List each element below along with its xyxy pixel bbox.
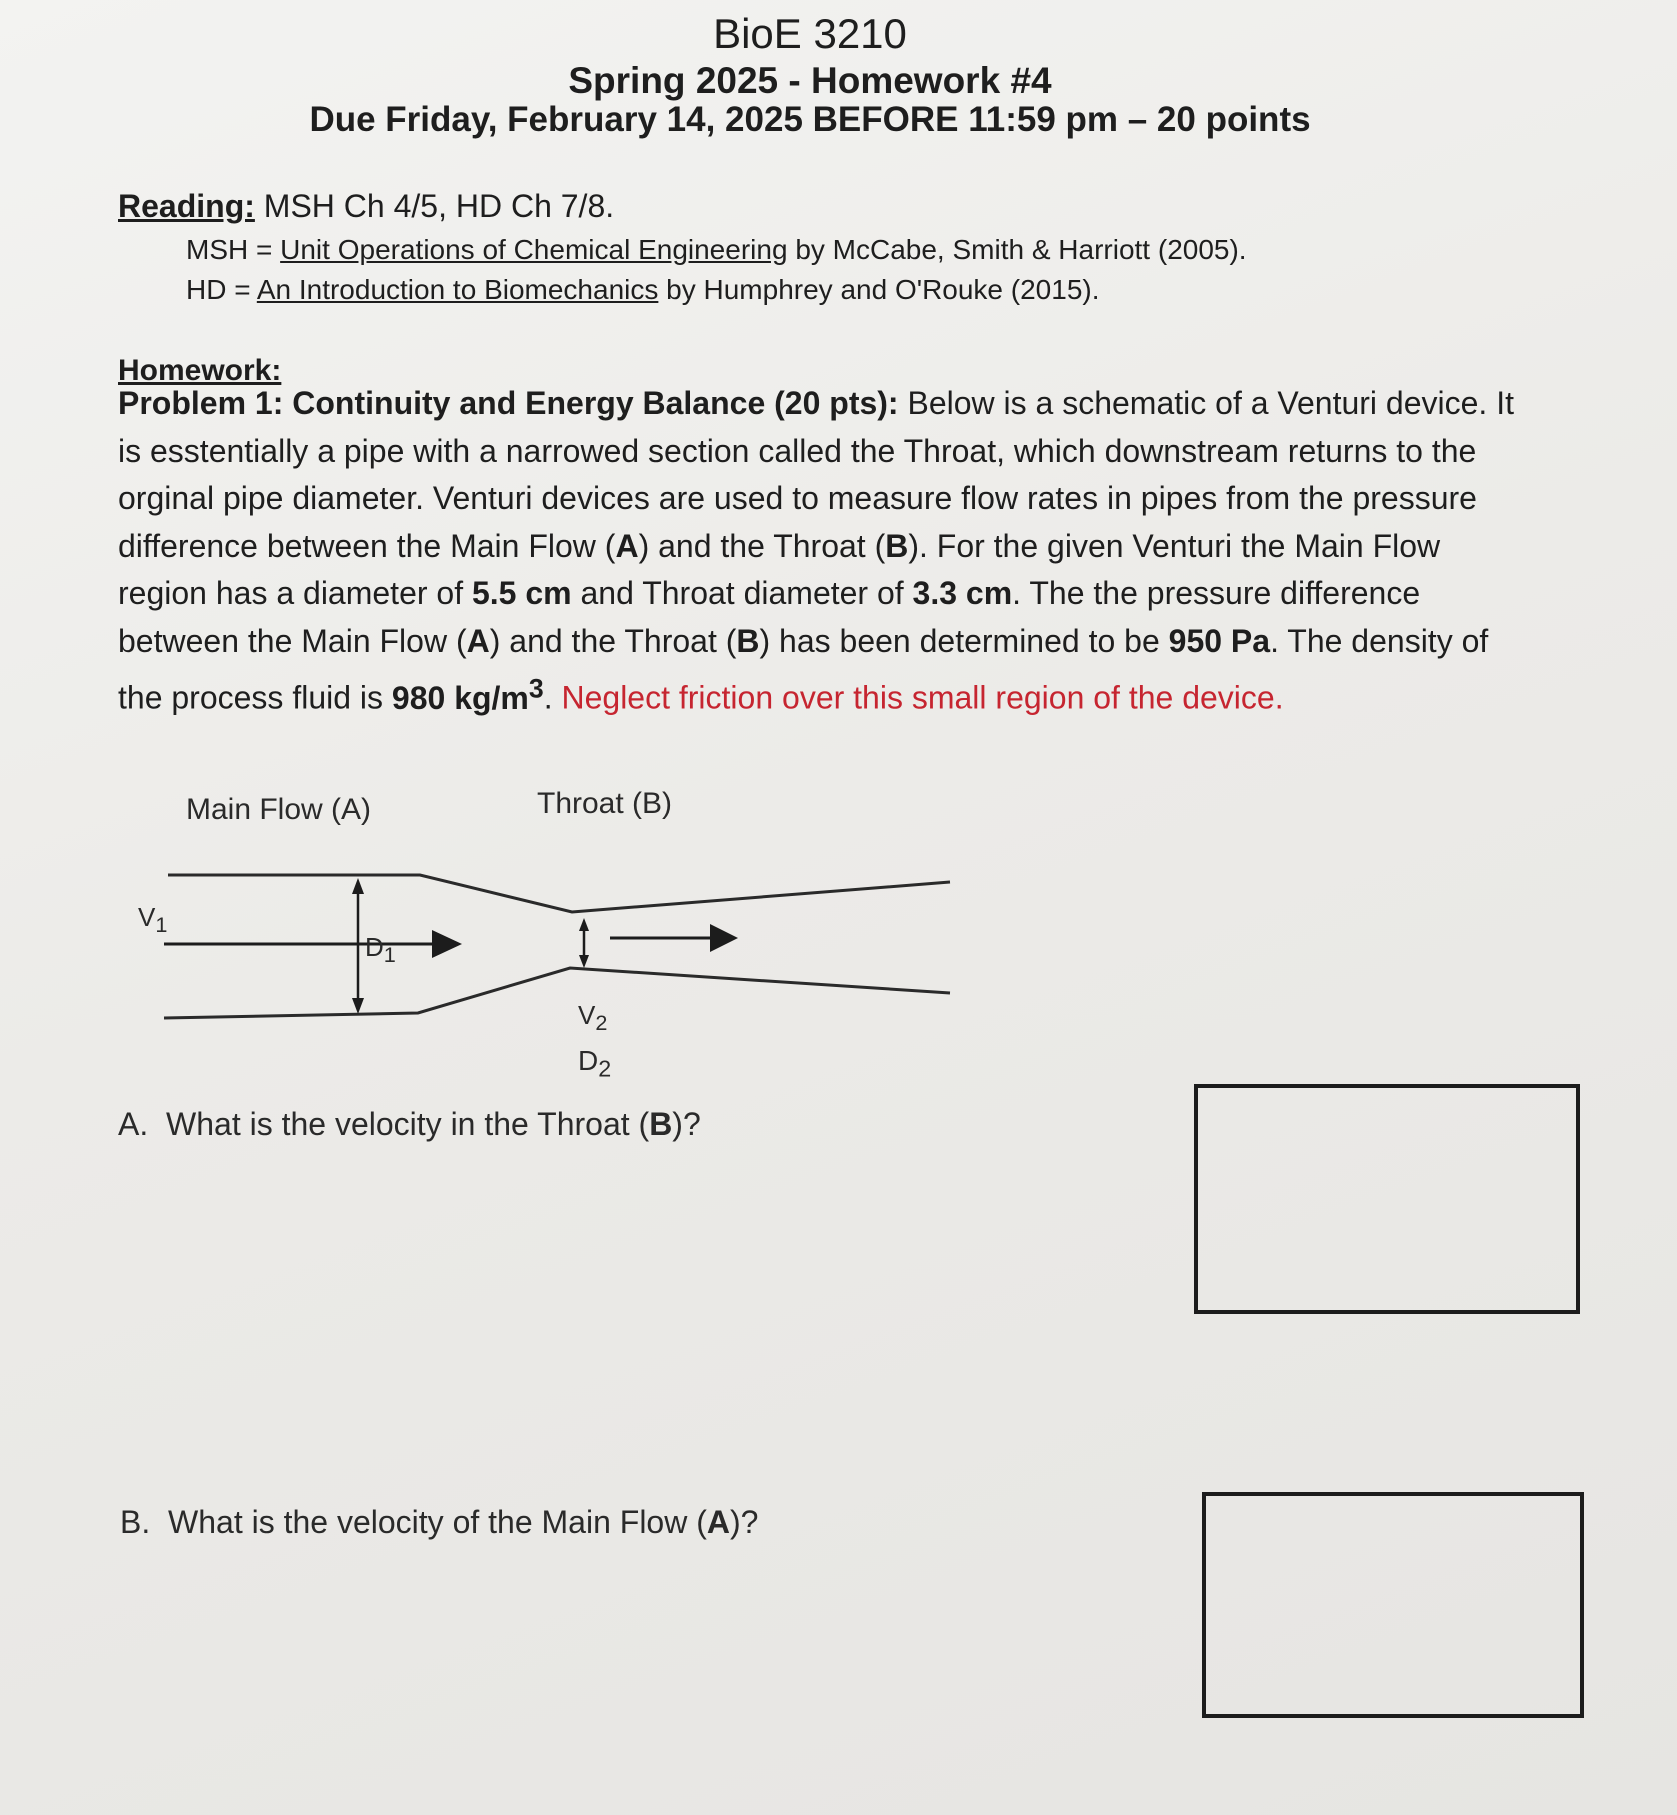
term-title: Spring 2025 - Homework #4: [568, 60, 1052, 101]
inlet-flow-arrow: [164, 930, 462, 958]
d1-subscript: 1: [383, 942, 396, 968]
answer-box-b[interactable]: [1202, 1492, 1584, 1718]
v1-symbol: V: [138, 902, 156, 932]
text-run: . The density of the process fluid is: [118, 622, 1489, 716]
due-date: Due Friday, February 14, 2025 BEFORE 11:59 pm – 20 points: [309, 100, 1311, 139]
question-a: [118, 1106, 701, 1143]
question-text: What is the velocity of the Main Flow (: [168, 1504, 707, 1540]
question-letter: A.: [118, 1106, 149, 1142]
problem-1-text: [118, 380, 1518, 722]
reference-abbr: MSH =: [186, 234, 273, 265]
homework-label: Homework:: [118, 354, 282, 387]
reading-text: MSH Ch 4/5, HD Ch 7/8.: [263, 188, 615, 224]
question-text-end: )?: [672, 1106, 701, 1142]
pressure-difference-value: 950 Pa: [1168, 622, 1271, 659]
question-bold: B: [649, 1106, 673, 1142]
question-letter: B.: [120, 1504, 151, 1540]
throat-label: Throat (B): [537, 787, 673, 820]
throat-diameter-arrow: [579, 918, 589, 968]
text-run: ). For the given Venturi the Main Flow region has a diameter of: [118, 527, 1441, 611]
density-exponent: 3: [528, 673, 544, 703]
bold-b: B: [885, 527, 909, 564]
d1-label: [365, 932, 396, 968]
text-run: Below is a schematic of a Venturi device. It is esstentially a pipe with a narrowed section called the Throat, which downstream returns to the orginal pipe diameter. Venturi devices are used to measure flow rates in pipes from the pressure difference between the Main Flow (: [118, 385, 1514, 564]
v1-subscript: 1: [155, 912, 168, 938]
text-run: and Throat diameter of: [571, 575, 913, 611]
friction-note: Neglect friction over this small region of the device.: [561, 679, 1284, 716]
density-value: [391, 673, 544, 716]
d2-subscript: 2: [598, 1055, 612, 1082]
reference-title: Unit Operations of Chemical Engineering: [280, 234, 788, 265]
text-run: ) has been determined to be: [759, 622, 1169, 659]
bold-a: A: [615, 527, 639, 564]
d1-symbol: D: [365, 932, 384, 962]
bold-a: A: [466, 622, 490, 659]
text-run: . The the pressure difference between the Main Flow (: [118, 575, 1421, 659]
reference-rest: by Humphrey and O'Rouke (2015).: [666, 274, 1100, 305]
v2-symbol: V: [578, 1000, 596, 1030]
bold-b: B: [736, 622, 760, 659]
text-run: ) and the Throat (: [638, 527, 886, 564]
density-number: 980 kg/m: [391, 679, 529, 716]
question-text-end: )?: [729, 1504, 759, 1540]
answer-box-a[interactable]: [1194, 1084, 1580, 1314]
text-run: .: [543, 679, 562, 716]
pipe-top-wall: [168, 875, 950, 912]
d2-symbol: D: [578, 1045, 599, 1076]
question-text: What is the velocity in the Throat (: [166, 1106, 650, 1142]
throat-flow-arrow: [610, 924, 738, 952]
d2-label: [578, 1045, 611, 1083]
v2-subscript: 2: [595, 1010, 608, 1036]
reference-rest: by McCabe, Smith & Harriott (2005).: [795, 234, 1247, 265]
pipe-bottom-wall: [164, 968, 950, 1018]
reading-line: [118, 188, 614, 225]
course-title: BioE 3210: [713, 10, 907, 57]
reading-label: Reading:: [118, 188, 255, 224]
v1-label: [138, 902, 167, 938]
throat-diameter-value: 3.3 cm: [912, 575, 1013, 611]
text-run: ) and the Throat (: [489, 622, 737, 659]
reference-abbr: HD =: [186, 274, 251, 305]
question-bold: A: [706, 1504, 730, 1540]
reference-hd: [186, 274, 1100, 306]
reference-title: An Introduction to Biomechanics: [256, 274, 659, 305]
main-diameter-arrow: [352, 878, 364, 1014]
venturi-diagram: [130, 850, 970, 1090]
v2-label: [578, 1000, 607, 1036]
question-b: [120, 1504, 758, 1541]
problem-title: Problem 1: Continuity and Energy Balance (20 pts):: [118, 385, 899, 421]
main-flow-label: Main Flow (A): [186, 793, 372, 826]
main-diameter-value: 5.5 cm: [471, 575, 572, 611]
reference-msh: [186, 234, 1247, 266]
